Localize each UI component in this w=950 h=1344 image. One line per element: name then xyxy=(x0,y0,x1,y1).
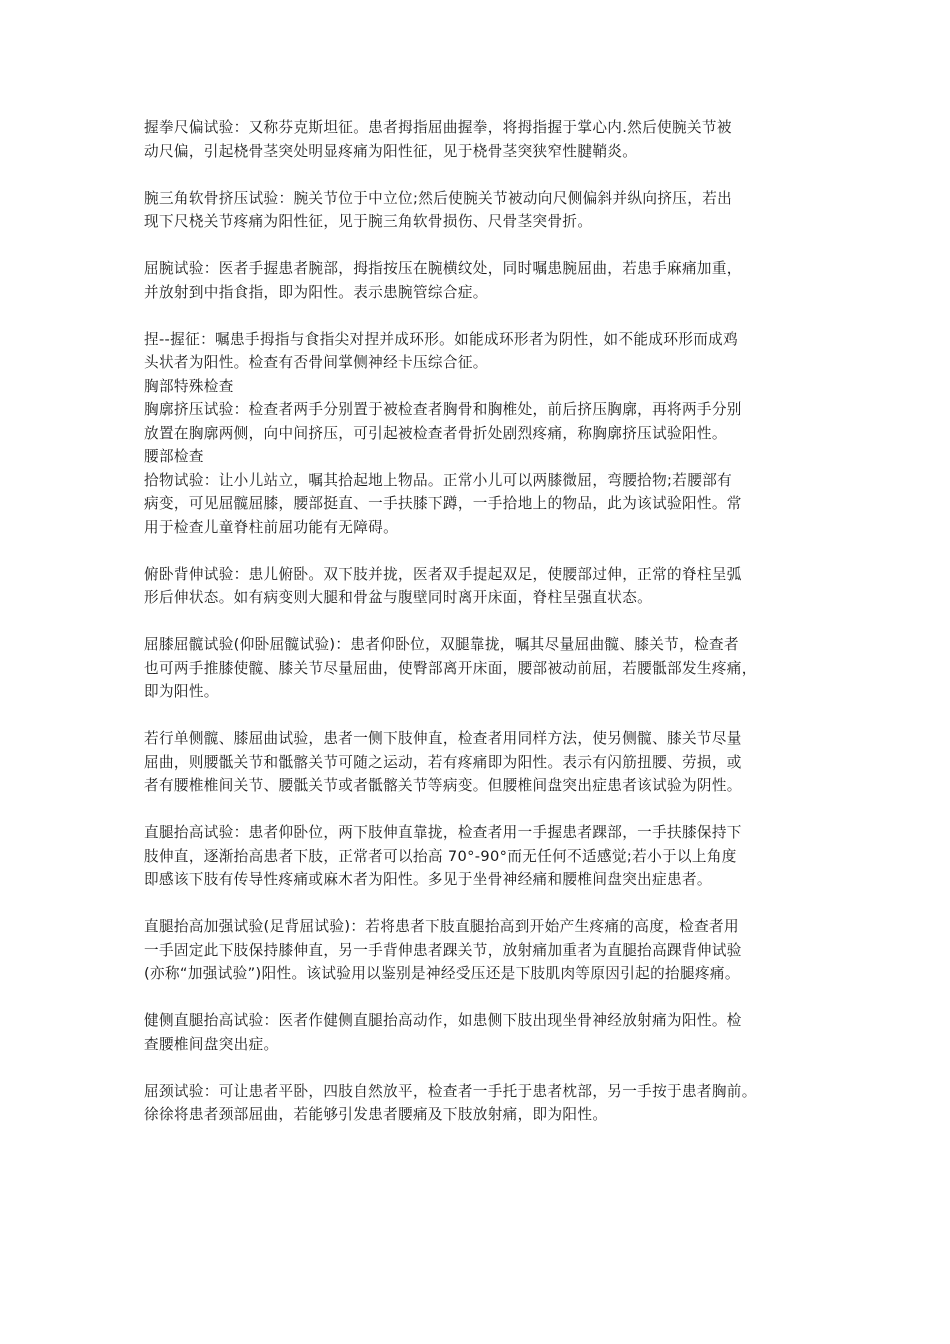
text-line: 握拳尺偏试验：又称芬克斯坦征。患者拇指屈曲握拳，将拇指握于掌心内.然后使腕关节被 xyxy=(144,119,732,136)
section-heading xyxy=(144,445,814,469)
paragraph xyxy=(144,563,814,610)
paragraph xyxy=(144,915,814,986)
text-line: 若行单侧髋、膝屈曲试验，患者一侧下肢伸直，检查者用同样方法，使另侧髋、膝关节尽量 xyxy=(144,730,742,747)
text-line: 屈颈试验：可让患者平卧，四肢自然放平，检查者一手托于患者枕部，另一手按于患者胸前。 xyxy=(144,1082,757,1100)
paragraph xyxy=(144,328,814,375)
paragraph xyxy=(144,633,814,704)
text-line: 头状者为阳性。检查有否骨间掌侧神经卡压综合征。 xyxy=(144,354,488,371)
text-line: 肢伸直，逐渐抬高患者下肢，正常者可以抬高 70°-90°而无任何不适感觉;若小于以上角度 xyxy=(144,847,737,865)
text-line: 拾物试验：让小儿站立，嘱其拾起地上物品。正常小儿可以两膝微屈，弯腰拾物;若腰部有 xyxy=(144,471,733,489)
text-line: 健侧直腿抬高试验：医者作健侧直腿抬高动作，如患侧下肢出现坐骨神经放射痛为阳性。检 xyxy=(144,1012,742,1029)
text-line: 查腰椎间盘突出症。 xyxy=(144,1035,279,1053)
text-line: 徐徐将患者颈部屈曲，若能够引发患者腰痛及下肢放射痛，即为阳性。 xyxy=(144,1106,608,1123)
text-line: 屈膝屈髋试验(仰卧屈髋试验)：患者仰卧位，双腿靠拢，嘱其尽量屈曲髋、膝关节，检查者 xyxy=(144,636,739,653)
paragraph xyxy=(144,257,814,304)
paragraph xyxy=(144,1009,814,1056)
paragraph xyxy=(144,821,814,892)
paragraph xyxy=(144,116,814,163)
paragraph xyxy=(144,469,814,540)
text-line: 屈曲，则腰骶关节和骶髂关节可随之运动，若有疼痛即为阳性。表示有闪筋扭腰、劳损，或 xyxy=(144,753,742,771)
text-line: 放置在胸廓两侧，向中间挤压，可引起被检查者骨折处剧烈疼痛，称胸廓挤压试验阳性。 xyxy=(144,424,727,442)
text-line: 俯卧背伸试验：患儿俯卧。双下肢并拢，医者双手提起双足，使腰部过伸，正常的脊柱呈弧 xyxy=(144,565,742,583)
section-heading xyxy=(144,375,814,399)
text-line: 胸廓挤压试验：检查者两手分别置于被检查者胸骨和胸椎处，前后挤压胸廓，再将两手分别 xyxy=(144,401,742,418)
text-line: 腕三角软骨挤压试验：腕关节位于中立位;然后使腕关节被动向尺侧偏斜并纵向挤压，若出 xyxy=(144,189,733,207)
text-line: 屈腕试验：医者手握患者腕部，拇指按压在腕横纹处，同时嘱患腕屈曲，若患手麻痛加重， xyxy=(144,260,742,277)
text-line: 病变，可见屈髋屈膝，腰部挺直、一手扶膝下蹲，一手拾地上的物品，此为该试验阳性。常 xyxy=(144,495,742,512)
paragraph xyxy=(144,727,814,798)
text-line: 即为阳性。 xyxy=(144,683,219,700)
text-line: 一手固定此下肢保持膝伸直，另一手背伸患者踝关节，放射痛加重者为直腿抬高踝背伸试验 xyxy=(144,941,742,959)
paragraph xyxy=(144,398,814,445)
text-line: 也可两手推膝使髋、膝关节尽量屈曲，使臀部离开床面，腰部被动前屈，若腰骶部发生疼痛， xyxy=(144,659,757,677)
text-line: 现下尺桡关节疼痛为阳性征，见于腕三角软骨损伤、尺骨茎突骨折。 xyxy=(144,213,593,230)
text-line: 直腿抬高试验：患者仰卧位，两下肢伸直靠拢，检查者用一手握患者踝部，一手扶膝保持下 xyxy=(144,824,742,841)
paragraph xyxy=(144,187,814,234)
text-line: 直腿抬高加强试验(足背屈试验)：若将患者下肢直腿抬高到开始产生疼痛的高度，检查者用 xyxy=(144,918,739,935)
text-line: 动尺偏，引起桡骨茎突处明显疼痛为阳性征，见于桡骨茎突狭窄性腱鞘炎。 xyxy=(144,142,638,160)
text-line: (亦称“加强试验”)阳性。该试验用以鉴别是神经受压还是下肢肌肉等原因引起的抬腿疼痛。 xyxy=(144,965,740,982)
paragraph xyxy=(144,1080,814,1127)
text-line: 即感该下肢有传导性疼痛或麻木者为阳性。多见于坐骨神经痛和腰椎间盘突出症患者。 xyxy=(144,871,712,888)
text-line: 用于检查儿童脊柱前屈功能有无障碍。 xyxy=(144,518,399,536)
text-line: 形后伸状态。如有病变则大腿和骨盆与腹壁同时离开床面，脊柱呈强直状态。 xyxy=(144,589,653,606)
text-line: 并放射到中指食指，即为阳性。表示患腕管综合症。 xyxy=(144,283,488,301)
text-line: 胸部特殊检查 xyxy=(144,377,234,395)
text-line: 捏--握征：嘱患手拇指与食指尖对捏并成环形。如能成环形者为阴性，如不能成环形而成鸡 xyxy=(144,330,739,348)
text-line: 者有腰椎椎间关节、腰骶关节或者骶髂关节等病变。但腰椎间盘突出症患者该试验为阴性。 xyxy=(144,777,742,794)
document-page xyxy=(144,116,814,1150)
text-line: 腰部检查 xyxy=(144,448,204,465)
